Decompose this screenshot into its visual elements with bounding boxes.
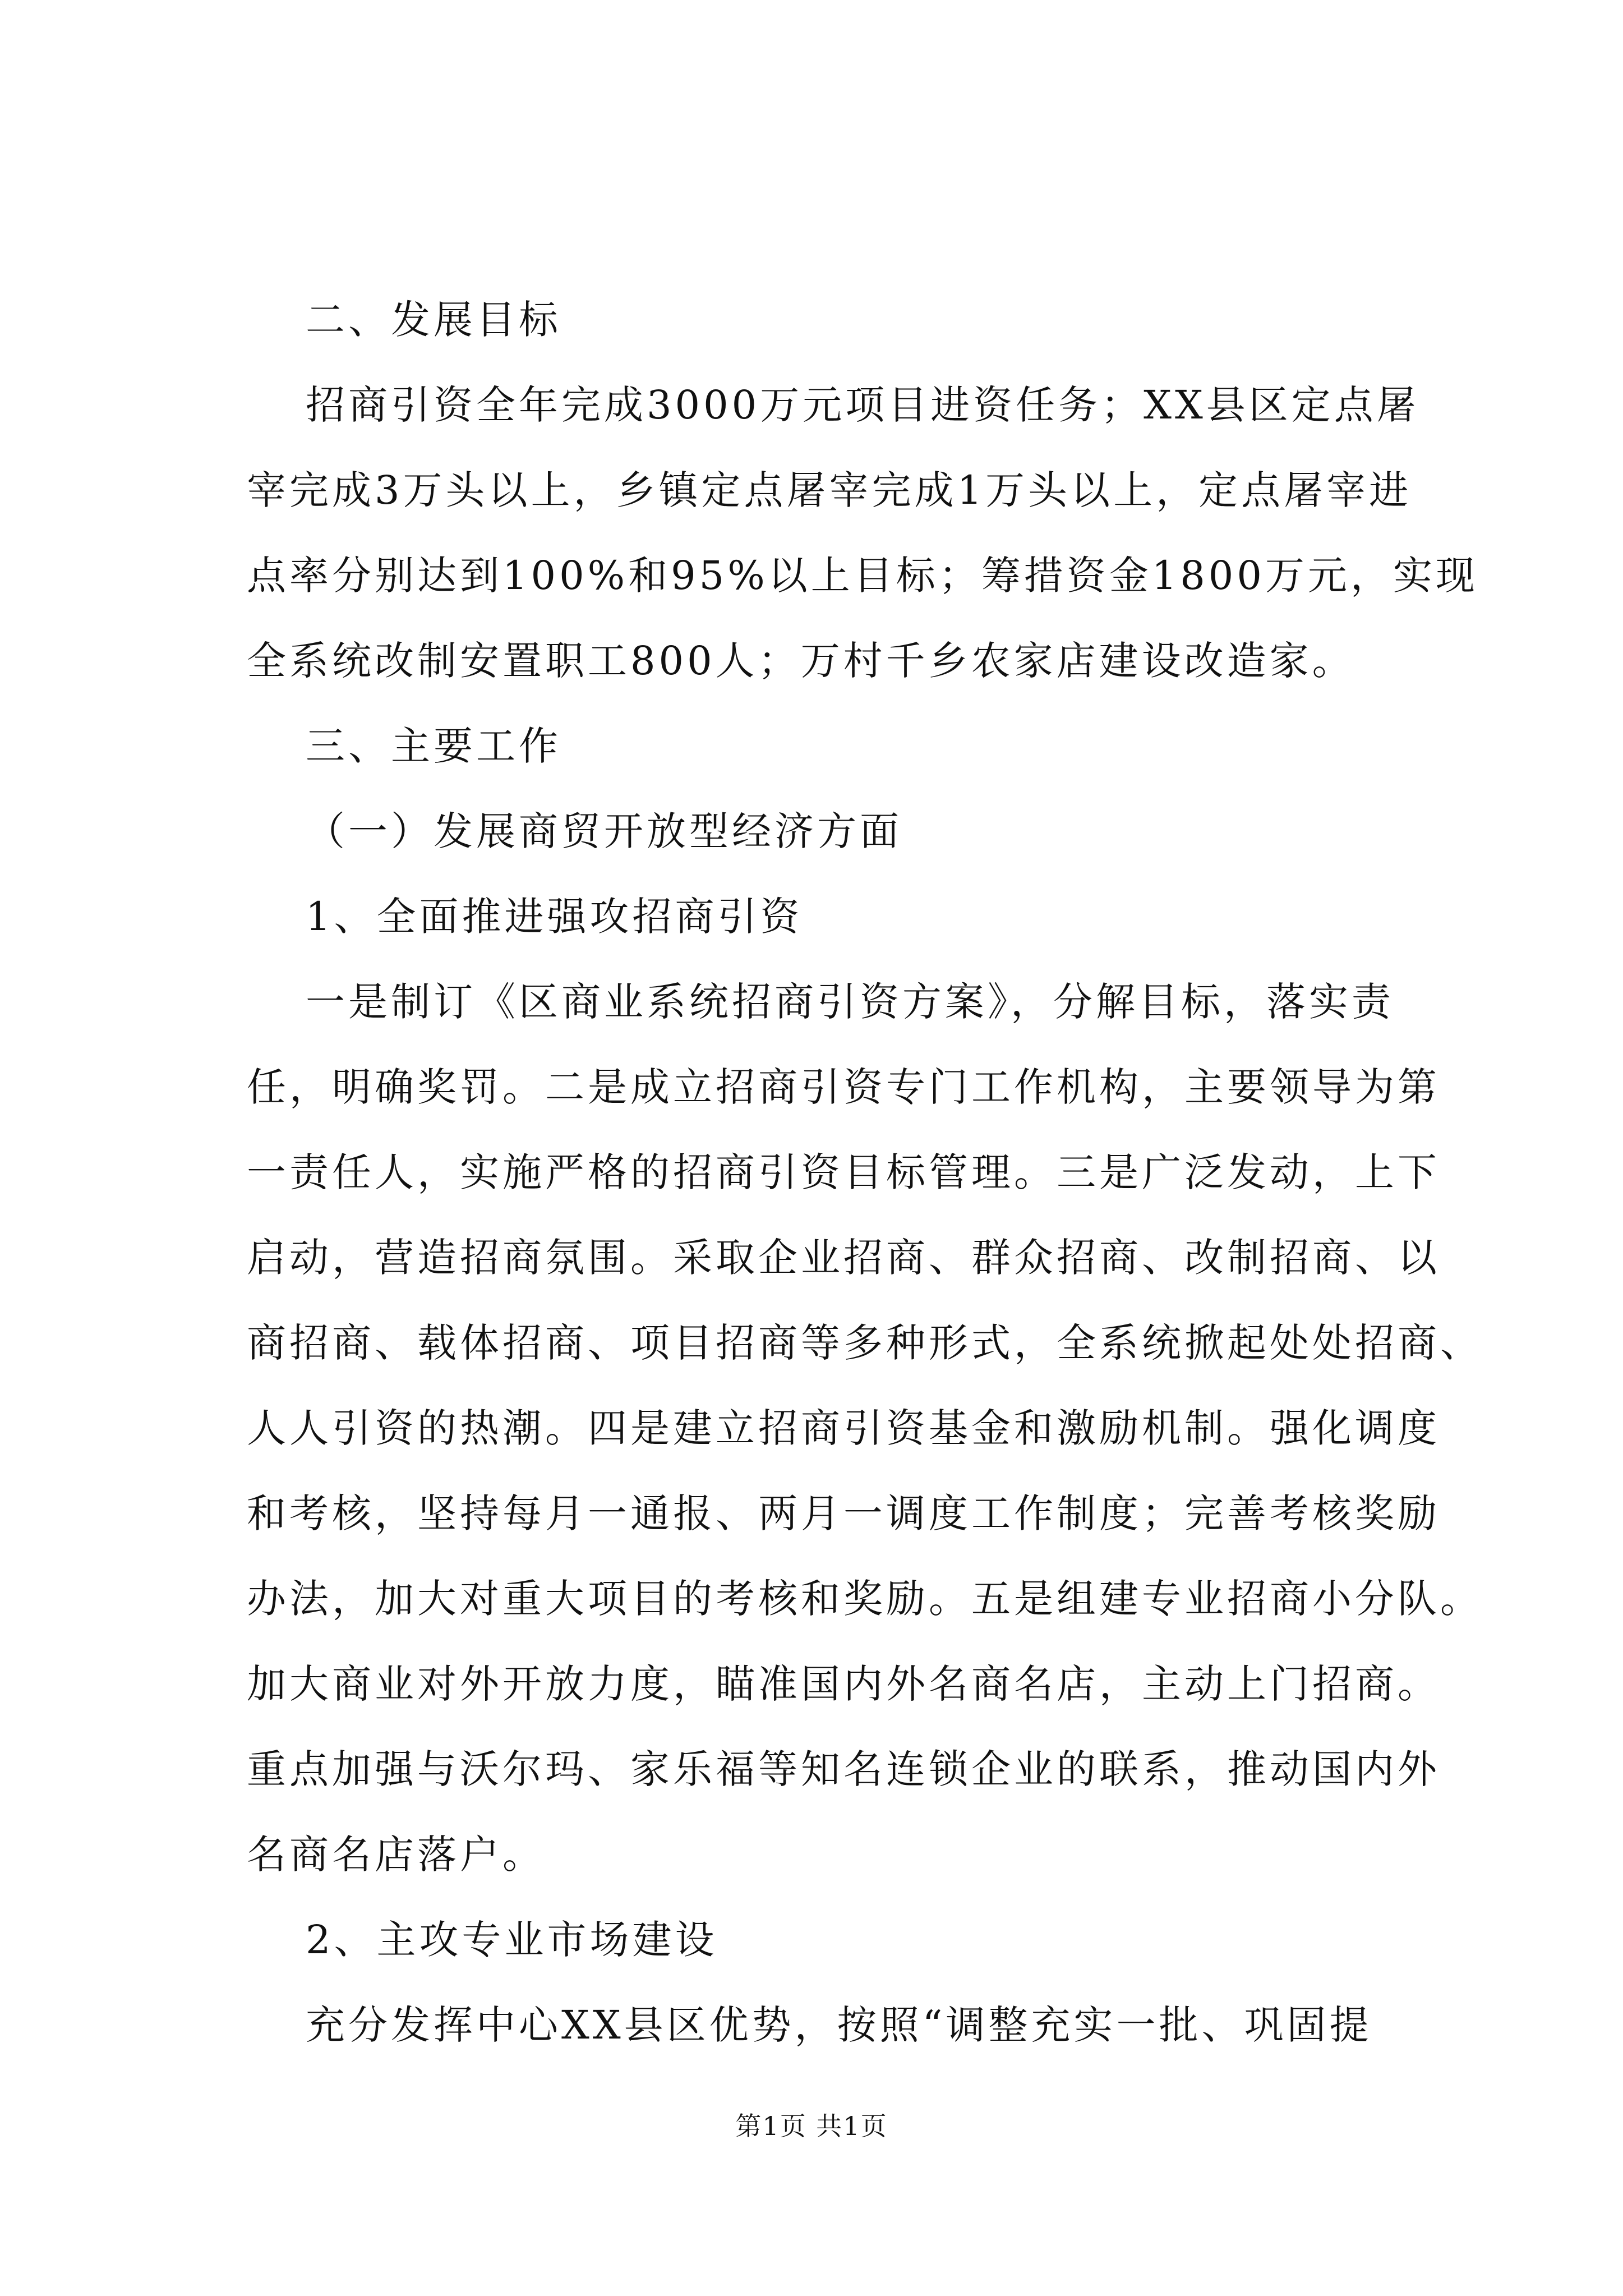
paragraph-line: 宰完成3万头以上，乡镇定点屠宰完成1万头以上，定点屠宰进 [247,467,1412,513]
page-footer: 第1页 共1页 [735,2111,888,2141]
paragraph-line: 全系统改制安置职工800人；万村千乡农家店建设改造家。 [247,638,1355,684]
paragraph-line: 重点加强与沃尔玛、家乐福等知名连锁企业的联系，推动国内外 [247,1746,1440,1792]
paragraph-line: 人人引资的热潮。四是建立招商引资基金和激励机制。强化调度 [247,1405,1440,1451]
paragraph-line: 加大商业对外开放力度，瞄准国内外名商名店，主动上门招商。 [247,1661,1440,1707]
paragraph-line: 招商引资全年完成3000万元项目进资任务；XX县区定点屠 [306,382,1419,428]
subheading-market-building: 2、主攻专业市场建设 [306,1917,718,1963]
subheading-investment: 1、全面推进强攻招商引资 [306,894,803,940]
heading-development-goals: 二、发展目标 [306,297,561,343]
paragraph-line: 一责任人，实施严格的招商引资目标管理。三是广泛发动，上下 [247,1149,1440,1195]
paragraph-line: 办法，加大对重大项目的考核和奖励。五是组建专业招商小分队。 [247,1576,1483,1622]
paragraph-line: 名商名店落户。 [247,1832,545,1878]
paragraph-line: 任，明确奖罚。二是成立招商引资专门工作机构，主要领导为第 [247,1064,1440,1110]
paragraph-line: 一是制订《区商业系统招商引资方案》，分解目标，落实责 [306,979,1394,1025]
paragraph-line: 和考核，坚持每月一通报、两月一调度工作制度；完善考核奖励 [247,1490,1440,1536]
paragraph-line: 点率分别达到100%和95%以上目标；筹措资金1800万元，实现 [247,553,1478,599]
paragraph-line: 商招商、载体招商、项目招商等多种形式，全系统掀起处处招商、 [247,1320,1483,1366]
paragraph-line: 启动，营造招商氛围。采取企业招商、群众招商、改制招商、以 [247,1235,1440,1281]
subheading-open-economy: （一）发展商贸开放型经济方面 [306,808,902,854]
paragraph-line: 充分发挥中心XX县区优势，按照“调整充实一批、巩固提 [306,2002,1372,2048]
heading-main-work: 三、主要工作 [306,723,561,769]
